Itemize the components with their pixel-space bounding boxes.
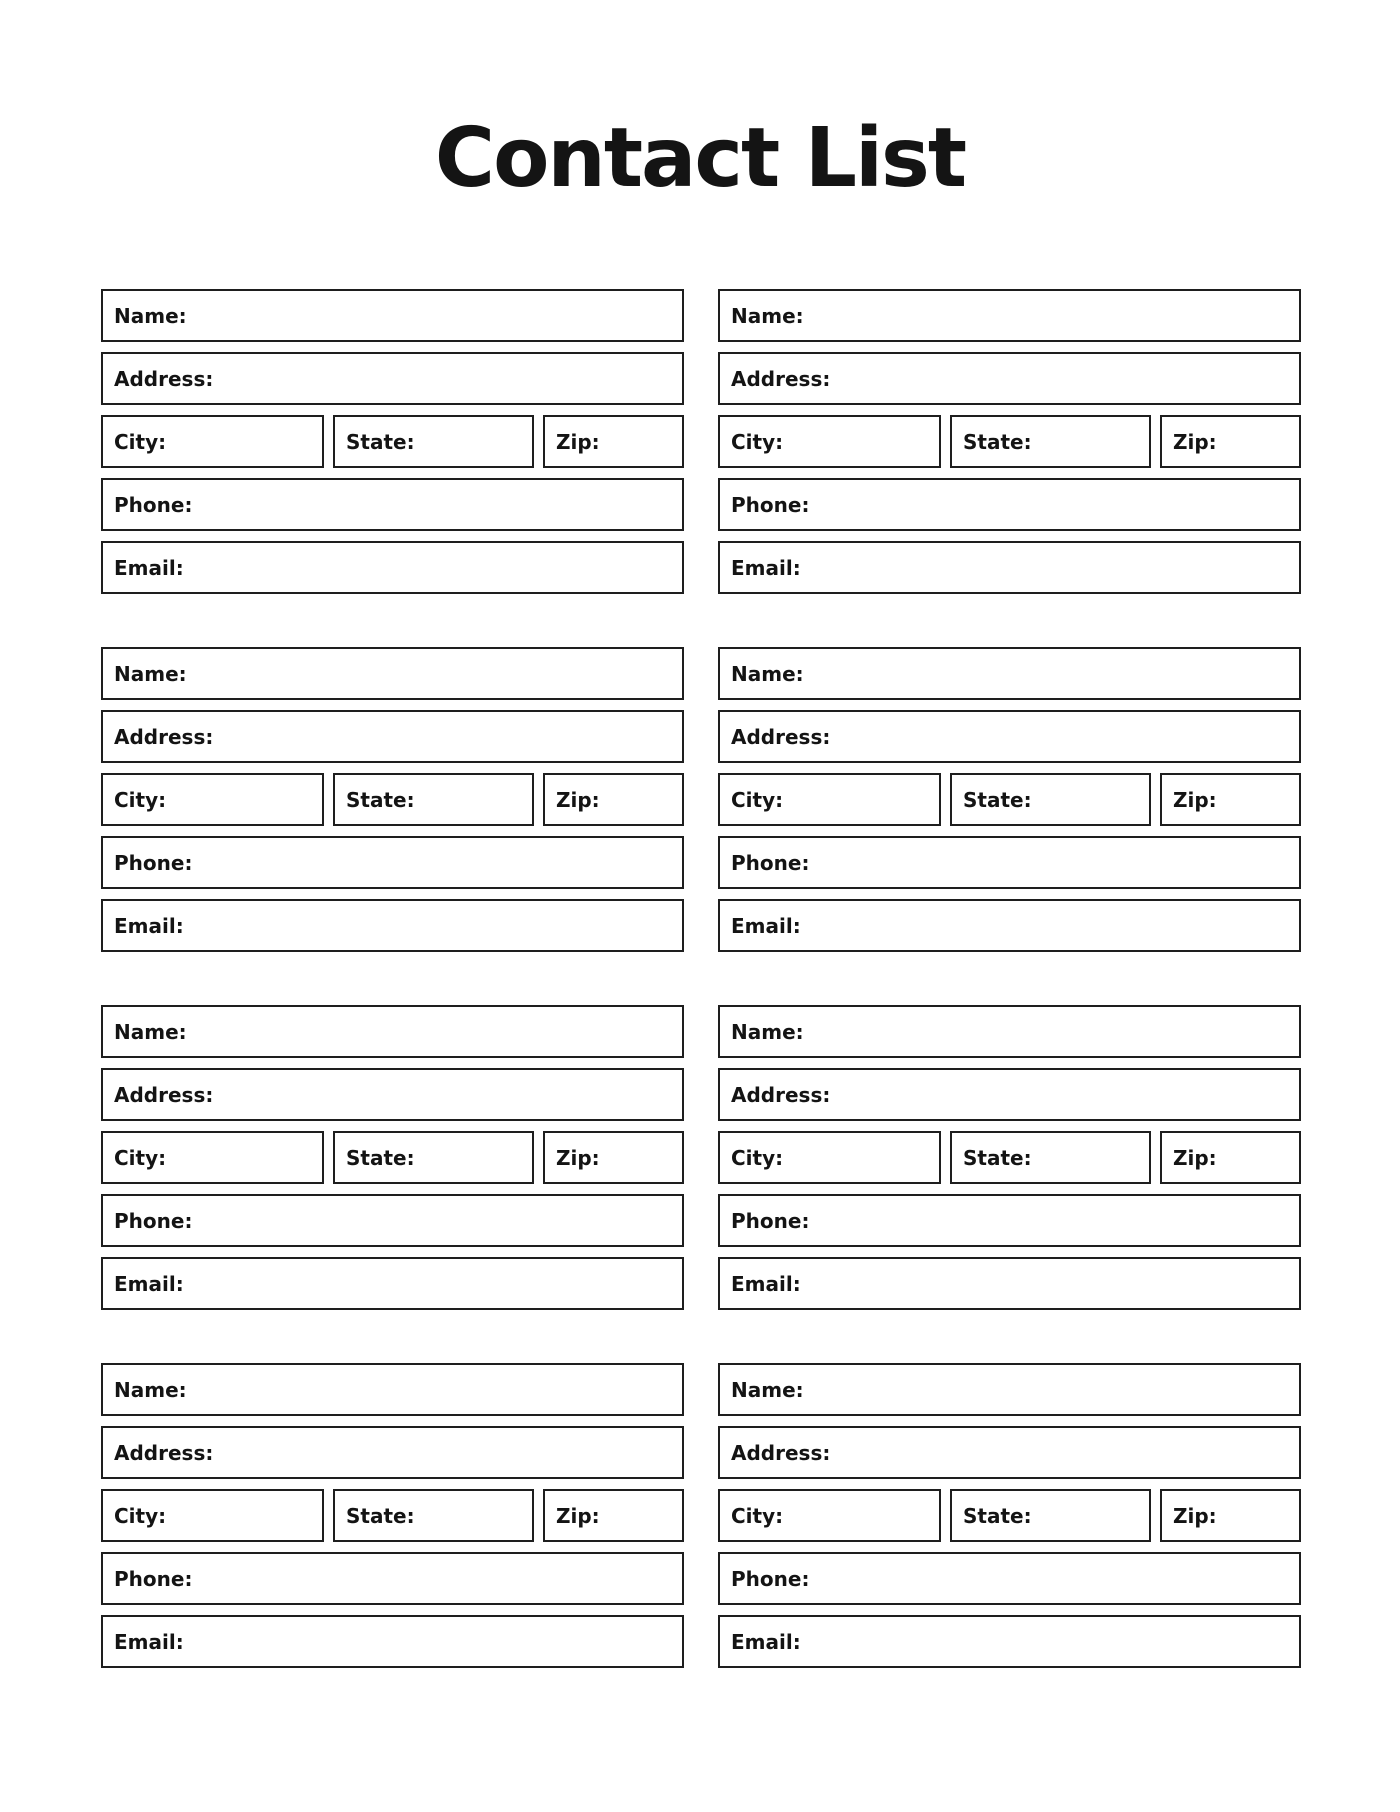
address-field[interactable]: [718, 352, 1301, 405]
email-field[interactable]: [101, 1615, 684, 1668]
name-field[interactable]: [101, 1363, 684, 1416]
state-label: State:: [346, 429, 415, 454]
address-field[interactable]: [101, 710, 684, 763]
email-field[interactable]: [718, 1257, 1301, 1310]
name-label: Name:: [114, 661, 187, 686]
zip-field[interactable]: [543, 1131, 684, 1184]
email-field[interactable]: [101, 899, 684, 952]
city-field[interactable]: [101, 773, 324, 826]
address-field[interactable]: [718, 710, 1301, 763]
city-field[interactable]: [718, 1131, 941, 1184]
phone-label: Phone:: [731, 1566, 810, 1591]
city-label: City:: [114, 429, 167, 454]
phone-label: Phone:: [114, 1566, 193, 1591]
city-state-zip-row: [718, 415, 1301, 468]
name-label: Name:: [731, 303, 804, 328]
email-field[interactable]: [718, 899, 1301, 952]
zip-field[interactable]: [1160, 415, 1301, 468]
state-label: State:: [346, 787, 415, 812]
phone-label: Phone:: [731, 492, 810, 517]
email-field[interactable]: [101, 541, 684, 594]
phone-field[interactable]: [101, 1194, 684, 1247]
phone-field[interactable]: [718, 836, 1301, 889]
address-label: Address:: [114, 724, 214, 749]
phone-field[interactable]: [718, 1194, 1301, 1247]
contact-card: [718, 1005, 1301, 1310]
email-label: Email:: [731, 555, 801, 580]
email-label: Email:: [731, 1271, 801, 1296]
name-field[interactable]: [718, 647, 1301, 700]
city-field[interactable]: [718, 773, 941, 826]
zip-field[interactable]: [1160, 1489, 1301, 1542]
state-label: State:: [963, 1145, 1032, 1170]
contact-card: [101, 647, 684, 952]
state-label: State:: [346, 1503, 415, 1528]
email-field[interactable]: [101, 1257, 684, 1310]
zip-label: Zip:: [556, 1503, 600, 1528]
city-label: City:: [731, 1503, 784, 1528]
email-field[interactable]: [718, 541, 1301, 594]
phone-label: Phone:: [731, 1208, 810, 1233]
state-label: State:: [963, 787, 1032, 812]
zip-label: Zip:: [1173, 1503, 1217, 1528]
zip-label: Zip:: [1173, 1145, 1217, 1170]
page-title: Contact List: [434, 111, 966, 206]
city-field[interactable]: [101, 1131, 324, 1184]
contact-card: [718, 647, 1301, 952]
email-label: Email:: [114, 555, 184, 580]
city-state-zip-row: [101, 1131, 684, 1184]
contact-card: [101, 289, 684, 594]
city-label: City:: [731, 1145, 784, 1170]
zip-field[interactable]: [1160, 1131, 1301, 1184]
contact-card: [101, 1005, 684, 1310]
address-field[interactable]: [101, 1068, 684, 1121]
state-field[interactable]: [333, 773, 534, 826]
state-field[interactable]: [950, 1489, 1151, 1542]
address-label: Address:: [114, 1082, 214, 1107]
address-field[interactable]: [718, 1426, 1301, 1479]
phone-label: Phone:: [114, 492, 193, 517]
name-label: Name:: [731, 661, 804, 686]
address-field[interactable]: [101, 1426, 684, 1479]
state-field[interactable]: [950, 1131, 1151, 1184]
phone-field[interactable]: [101, 1552, 684, 1605]
city-state-zip-row: [718, 1131, 1301, 1184]
phone-label: Phone:: [731, 850, 810, 875]
zip-label: Zip:: [556, 787, 600, 812]
city-field[interactable]: [718, 415, 941, 468]
name-field[interactable]: [718, 289, 1301, 342]
phone-label: Phone:: [114, 850, 193, 875]
name-field[interactable]: [718, 1005, 1301, 1058]
address-label: Address:: [731, 724, 831, 749]
address-label: Address:: [731, 1440, 831, 1465]
address-field[interactable]: [101, 352, 684, 405]
zip-field[interactable]: [543, 773, 684, 826]
zip-label: Zip:: [1173, 787, 1217, 812]
email-label: Email:: [731, 1629, 801, 1654]
zip-label: Zip:: [556, 429, 600, 454]
state-field[interactable]: [950, 773, 1151, 826]
state-label: State:: [963, 429, 1032, 454]
address-field[interactable]: [718, 1068, 1301, 1121]
city-state-zip-row: [101, 415, 684, 468]
contact-cards-grid: [101, 289, 1301, 1668]
phone-label: Phone:: [114, 1208, 193, 1233]
zip-label: Zip:: [1173, 429, 1217, 454]
phone-field[interactable]: [718, 478, 1301, 531]
city-state-zip-row: [101, 1489, 684, 1542]
address-label: Address:: [114, 366, 214, 391]
phone-field[interactable]: [101, 836, 684, 889]
city-label: City:: [114, 787, 167, 812]
name-label: Name:: [731, 1019, 804, 1044]
city-field[interactable]: [101, 415, 324, 468]
city-field[interactable]: [101, 1489, 324, 1542]
address-label: Address:: [731, 366, 831, 391]
zip-label: Zip:: [556, 1145, 600, 1170]
zip-field[interactable]: [1160, 773, 1301, 826]
email-field[interactable]: [718, 1615, 1301, 1668]
name-label: Name:: [114, 1019, 187, 1044]
state-label: State:: [346, 1145, 415, 1170]
name-field[interactable]: [101, 1005, 684, 1058]
phone-field[interactable]: [718, 1552, 1301, 1605]
state-field[interactable]: [333, 1489, 534, 1542]
address-label: Address:: [114, 1440, 214, 1465]
email-label: Email:: [114, 1271, 184, 1296]
name-label: Name:: [114, 303, 187, 328]
zip-field[interactable]: [543, 1489, 684, 1542]
zip-field[interactable]: [543, 415, 684, 468]
city-state-zip-row: [101, 773, 684, 826]
address-label: Address:: [731, 1082, 831, 1107]
city-label: City:: [114, 1145, 167, 1170]
city-label: City:: [114, 1503, 167, 1528]
state-field[interactable]: [333, 1131, 534, 1184]
name-field[interactable]: [101, 289, 684, 342]
state-field[interactable]: [333, 415, 534, 468]
city-label: City:: [731, 787, 784, 812]
state-label: State:: [963, 1503, 1032, 1528]
phone-field[interactable]: [101, 478, 684, 531]
email-label: Email:: [114, 913, 184, 938]
contact-card: [101, 1363, 684, 1668]
city-state-zip-row: [718, 773, 1301, 826]
city-state-zip-row: [718, 1489, 1301, 1542]
email-label: Email:: [114, 1629, 184, 1654]
name-field[interactable]: [101, 647, 684, 700]
name-label: Name:: [114, 1377, 187, 1402]
email-label: Email:: [731, 913, 801, 938]
city-field[interactable]: [718, 1489, 941, 1542]
state-field[interactable]: [950, 415, 1151, 468]
contact-card: [718, 289, 1301, 594]
city-label: City:: [731, 429, 784, 454]
name-field[interactable]: [718, 1363, 1301, 1416]
name-label: Name:: [731, 1377, 804, 1402]
contact-card: [718, 1363, 1301, 1668]
